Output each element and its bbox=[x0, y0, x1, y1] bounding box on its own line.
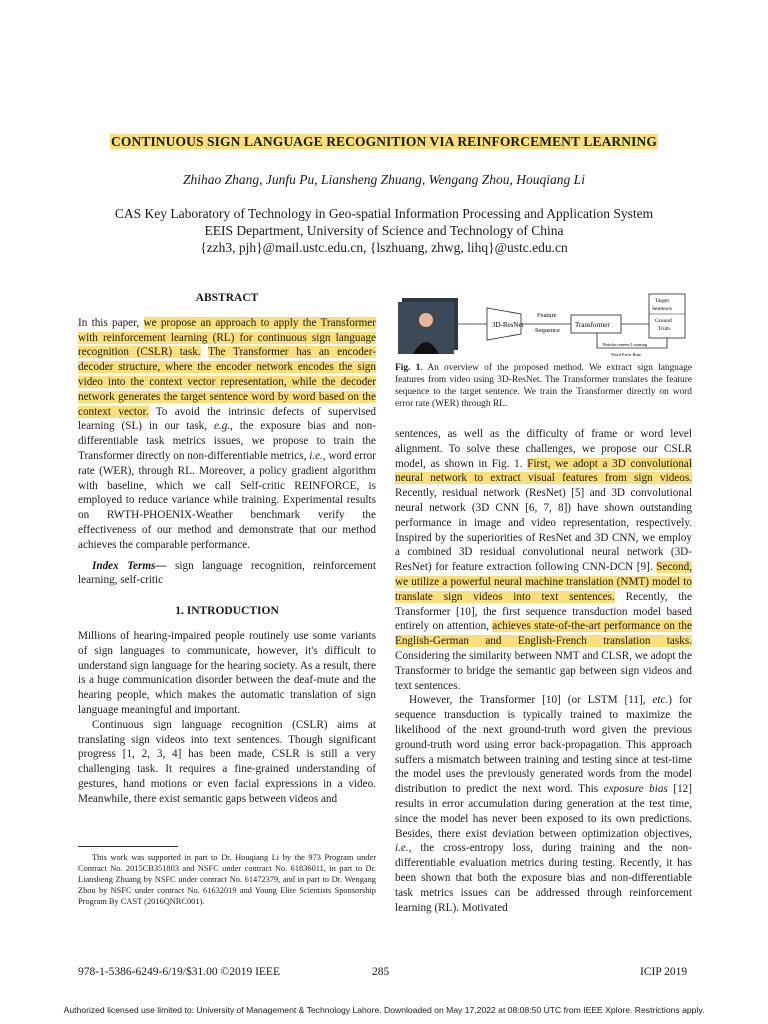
figure-1-caption: Fig. 1. An overview of the proposed method. We extract sign language features from video using 3D-ResNet. The Transformer translates the feature sequence to the target sentence. We train the Transformer directly on word error rate (WER) through RL. bbox=[395, 363, 692, 409]
license-notice: Authorized licensed use limited to: University of Management & Technology Lahore. Downloaded on May 17,2022 at 08:08:50 UTC from IEEE Xplore. Restrictions apply. bbox=[63, 1005, 705, 1015]
rl-label: Reinforcement Learning bbox=[603, 342, 648, 347]
intro-paragraph-1: Millions of hearing-impaired people routinely use some variants of sign languages to communicate, however, it's difficult to understand sign language for the hearing society. As a result, there is a huge communication disorder between the deaf-mute and the hearing people, which makes the automatic translation of sign language meaningful and important. bbox=[78, 629, 376, 716]
intro-paragraph-4: However, the Transformer [10] (or LSTM [11], etc.) for sequence transduction is typically trained to maximize the likelihood of the next ground-truth word given the previous ground-truth word using error back-propagation. This approach suffers a mismatch between training and testing since at test-time the model uses the previously generated words from the model distribution to predict the next word. This exposure bias [12] results in error accumulation during generation at the test time, since the model has never been exposed to its own predictions. Besides, there exist deviation between optimization objectives, i.e., the cross-entropy loss, during training and the non-differentiable evaluation metrics during testing. Recently, it has been shown that both the exposure bias and non-differentiable task metrics issues can be addressed through reinforcement learning (RL). Motivated bbox=[395, 694, 692, 914]
page-number: 285 bbox=[372, 966, 390, 978]
ground-truth-label-2: Truth bbox=[658, 326, 671, 332]
target-label-1: Target bbox=[655, 298, 669, 304]
target-label-2: Sentence bbox=[652, 306, 672, 312]
conference-name: ICIP 2019 bbox=[640, 966, 688, 978]
copyright-isbn: 978-1-5386-6249-6/19/$31.00 ©2019 IEEE bbox=[78, 966, 280, 978]
abstract-highlight-2: The Transformer has an encoder-decoder structure, where the encoder network encodes the sign video into the context vector representation, while the decoder network generates the target sentence word by word based on the context vector. bbox=[78, 346, 376, 418]
affiliation-line-2: EEIS Department, University of Science and Technology of China bbox=[204, 223, 564, 238]
left-column bbox=[78, 291, 376, 807]
right-highlight-2: Second, we utilize a powerful neural machine translation (NMT) model to translate sign videos into text sentences. bbox=[395, 561, 692, 603]
ground-truth-label-1: Ground bbox=[655, 318, 672, 324]
abstract-heading: ABSTRACT bbox=[195, 292, 259, 304]
resnet-label: 3D-ResNet bbox=[492, 321, 524, 329]
paper-title: CONTINUOUS SIGN LANGUAGE RECOGNITION VIA REINFORCEMENT LEARNING bbox=[111, 134, 657, 149]
intro-paragraph-3: sentences, as well as the difficulty of frame or word level alignment. To solve these challenges, we propose our CSLR model, as shown in Fig. 1. First, we adopt a 3D convolutional neural network to extract visual features from sign videos. Recently, residual network (ResNet) [5] and 3D convolutional neural network (3D CNN [6, 7, 8]) have shown outstanding performance in image and video representation, respectively. Inspired by the superiorities of ResNet and 3D CNN, we employ a combined 3D residual convolutional neural network (3D-ResNet) for feature extraction following CNN-DCN [9]. Second, we utilize a powerful neural machine translation (NMT) model to translate sign videos into text sentences. Recently, the Transformer [10], the first sequence transduction model based entirely on attention, achieves state-of-the-art performance on the English-German and English-French translation tasks. Considering the similarity between NMT and CLSR, we adopt the Transformer to bridge the semantic gap between sign videos and text sentences. bbox=[395, 428, 693, 692]
affiliation bbox=[0, 205, 768, 256]
footnote: This work was supported in part to Dr. Houqiang Li by the 973 Program under Contract No. 2015CB351803 and NSFC under contract No. 61836011, in part to Dr. Liansheng Zhuang by NSFC under contract No. 61472379, and in part to Dr. Wengang Zhou by NSFC under contract No. 61632019 and Young Elite Scientists Sponsorship Program By CAST (2016QNRC001). bbox=[78, 853, 376, 906]
sequence-label: Sequence bbox=[535, 327, 560, 334]
author-list: Zhihao Zhang, Junfu Pu, Liansheng Zhuang, Wengang Zhou, Houqiang Li bbox=[183, 172, 585, 187]
feature-label: Feature bbox=[537, 312, 557, 319]
affiliation-line-1: CAS Key Laboratory of Technology in Geo-spatial Information Processing and Application System bbox=[114, 206, 654, 221]
right-highlight-1: First, we adopt a 3D convolutional neural network to extract visual features from sign videos. bbox=[395, 457, 693, 485]
abstract-highlight-1: we propose an approach to apply the Transformer with reinforcement learning (RL) for continuous sign language recognition (CSLR) task. bbox=[78, 316, 377, 359]
index-terms: Index Terms— sign language recognition, reinforcement learning, self-critic bbox=[78, 559, 376, 587]
affiliation-emails: {zzh3, pjh}@mail.ustc.edu.cn, {lszhuang, zhwg, lihq}@ustc.edu.cn bbox=[200, 240, 568, 255]
abstract-text: In this paper, we propose an approach to apply the Transformer with reinforcement learning (RL) for continuous sign language recognition (CSLR) task. The Transformer has an encoder-decoder structure, where the encoder network encodes the sign video into the context vector representation, while the decoder network generates the target sentence word by word based on the context vector. To avoid the intrinsic defects of supervised learning (SL) in our task, e.g., the exposure bias and non-differentiable task metrics issues, we propose to train the Transformer directly on non-differentiable metrics, i.e., word error rate (WER), through RL. Moreover, a policy gradient algorithm with baseline, which we call Self-critic REINFORCE, is employed to reduce variance while training. Experimental results on RWTH-PHOENIX-Weather benchmark verify the effectiveness of our method and demonstrate that our method achieves the comparable performance. bbox=[78, 316, 377, 551]
figure-1-diagram bbox=[395, 290, 693, 360]
transformer-label: Transformer bbox=[575, 321, 610, 329]
signer-face bbox=[419, 313, 433, 327]
footnote-rule bbox=[78, 846, 178, 847]
wer-label: Word Error Rate bbox=[611, 352, 641, 357]
right-column bbox=[395, 427, 692, 915]
intro-paragraph-2: Continuous sign language recognition (CSLR) aims at translating sign videos into text sentences. Though significant progress [1, 2, 3, 4] has been made, CSLR is still a very challenging task. It requires a fine-grained understanding of gestures, hand motions or even facial expressions in a video. Meanwhile, there exist semantic gaps between videos and bbox=[78, 718, 376, 805]
right-highlight-3: achieves state-of-the-art performance on the English-German and English-French translation tasks. bbox=[395, 620, 692, 648]
introduction-heading: 1. INTRODUCTION bbox=[175, 605, 279, 618]
